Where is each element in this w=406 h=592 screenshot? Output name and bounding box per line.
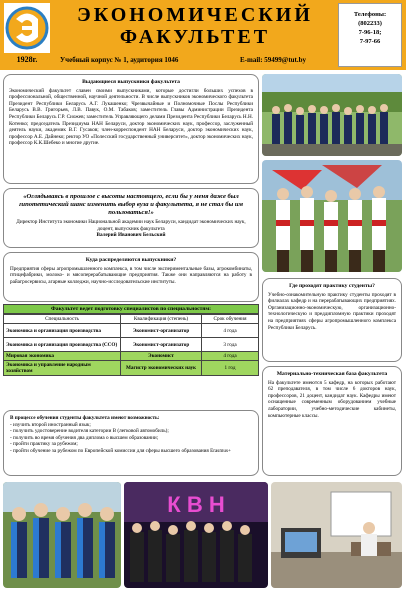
table-cell: 4 года xyxy=(202,324,259,338)
base-text: На факультете имеются 5 кафедр, на которых работают 62 преподавателя, в том числе 6 докторов наук, профессоров, 21 доцент, кандидат наук. Кафедры имеют оснащенные современным оборудованием учебные лаборатории, учебно-методические кабинеты, компьютерные классы. xyxy=(268,379,396,419)
practice-text: Учебно-ознакомительную практику студенты проходят в филиалах кафедр и на перерабатывающих предприятиях. Организационно-экономическую, организационно-технологическую и преддипломную практики проходят на предприятиях сферы агропромышленного комплекса Республики Беларусь. xyxy=(268,291,396,331)
table-row xyxy=(4,352,259,361)
kvn-photo xyxy=(124,482,268,588)
base-section xyxy=(262,366,402,476)
graduates-section xyxy=(3,74,259,184)
email-text: E-mail: 59499@tut.by xyxy=(240,56,307,64)
phone-code: (802233) xyxy=(358,20,382,27)
careers-title: Куда распределяются выпускники? xyxy=(85,257,177,263)
careers-text: Предприятия сферы агропромышленного комплекса, в том числе экспериментальные базы, агрокомбинаты, птицефабрики, молоко- и мясоперерабатывающие предприятия. Также они направляются на работу в райагросервисы, агарные колледжи, научно-исследовательские институты. xyxy=(10,265,252,285)
table-cell: 1 год xyxy=(202,361,259,376)
quote-text: «Оглядываясь в прошлое с высоты настоящего, если бы у меня даже был гипотетический шанс изменить выбор вуза и факультета, я не стал бы им пользоваться!» xyxy=(18,193,244,216)
table-cell: Экономист-организатор xyxy=(121,338,202,352)
faculty-logo-icon xyxy=(4,3,50,53)
table-cell: 3 года xyxy=(202,338,259,352)
specialties-caption: Факультет ведет подготовку специалистов по специальностям: xyxy=(3,304,259,314)
header-qualification: Квалификация (степень) xyxy=(121,315,202,324)
phone-2: 7-97-66 xyxy=(359,38,381,45)
base-title: Материально-техническая база факультета xyxy=(276,371,388,377)
table-cell: Магистр экономических наук xyxy=(121,361,202,376)
opportunities-section xyxy=(3,410,259,476)
specialties-section xyxy=(3,304,259,400)
header-specialty: Специальность xyxy=(4,315,121,324)
kvn-letters: К В Н xyxy=(167,492,225,517)
list-item: - получить во время обучения два диплома о высшем образовании; xyxy=(10,434,159,441)
table-header-row xyxy=(4,315,259,324)
founding-year: 1928г. xyxy=(16,55,38,64)
table-cell: 4 года xyxy=(202,352,259,361)
page-title-line1: ЭКОНОМИЧЕСКИЙ xyxy=(77,4,313,26)
phones-label: Телефоны: xyxy=(353,11,387,18)
table-cell: Экономист-организатор xyxy=(121,324,202,338)
practice-section xyxy=(262,278,402,362)
table-row xyxy=(4,324,259,338)
table-cell: Экономика и организация производства (ССО) xyxy=(4,338,121,352)
graduates-group-photo xyxy=(3,482,121,588)
header-duration: Срок обучения xyxy=(202,315,259,324)
table-cell: Экономика и управление народным хозяйством xyxy=(4,361,121,376)
table-cell: Мировая экономика xyxy=(4,352,121,361)
phones-box xyxy=(338,3,402,67)
table-cell: Экономист xyxy=(121,352,202,361)
table-row xyxy=(4,338,259,352)
graduates-photo xyxy=(262,74,402,156)
address-text: Учебный корпус № 1, аудитория 1046 xyxy=(60,56,179,64)
quote-author-name: Валерий Иванович Бельский xyxy=(96,232,166,239)
list-item: - получить удостоверение водителя категории В (легковой автомобиль); xyxy=(10,428,169,435)
page-title-line2: ФАКУЛЬТЕТ xyxy=(119,26,271,48)
quote-section xyxy=(3,188,259,248)
graduates-title: Выдающиеся выпускники факультета xyxy=(82,79,180,85)
phone-1: 7-96-18; xyxy=(358,29,382,36)
students-photo xyxy=(262,160,402,272)
table-cell: Экономика и организация производства xyxy=(4,324,121,338)
opportunities-title: В процессе обучения студенты факультета имеют возможность: xyxy=(10,415,160,421)
careers-section xyxy=(3,252,259,302)
table-row xyxy=(4,361,259,376)
practice-title: Где проходят практику студенты? xyxy=(289,283,375,289)
list-item: - пройти практику за рубежом; xyxy=(10,441,78,448)
graduates-text: Экономический факультет славен своими выпускниками, которые достигли больших успехов в профессиональной, общественной, научной деятельности. В числе выпускников экономического факультета Президент Республики Беларусь А.Г. Лукашенко; Чрезвычайные и Полномочные Послы Республики Беларусь В.В. Григорьев, Л.В. Павук, О.М. Табаков; заместитель Главы Администрации Президента Республики Беларусь Г.Р. Сиожев; заместитель Управляющего делами Президента Республики Беларусь Н.Н. Котенко; председатель Президиума НАН Беларуси, доктор экономических наук, профессор, заслуженный деятель науки, академик В.Г. Гусаков; член-корреспондент НАН Беларуси, доктор экономических наук, профессор А.Е. Дайнеко; ректор УО «Полесский государственный университет», доктор экономических наук, профессор К.К.Шебеко и многие другие. xyxy=(9,87,253,147)
lab-photo xyxy=(271,482,402,588)
specialties-table xyxy=(3,314,259,376)
list-item: - изучить второй иностранный язык; xyxy=(10,421,91,428)
list-item: - пройти обучение за рубежом по Европейской комиссии для сферы высшего образования Erasmus+ xyxy=(10,447,231,454)
quote-author-position: Директор Института экономики Национальной академии наук Беларуси, кандидат экономических наук, доцент, выпускник факультета xyxy=(16,219,246,232)
